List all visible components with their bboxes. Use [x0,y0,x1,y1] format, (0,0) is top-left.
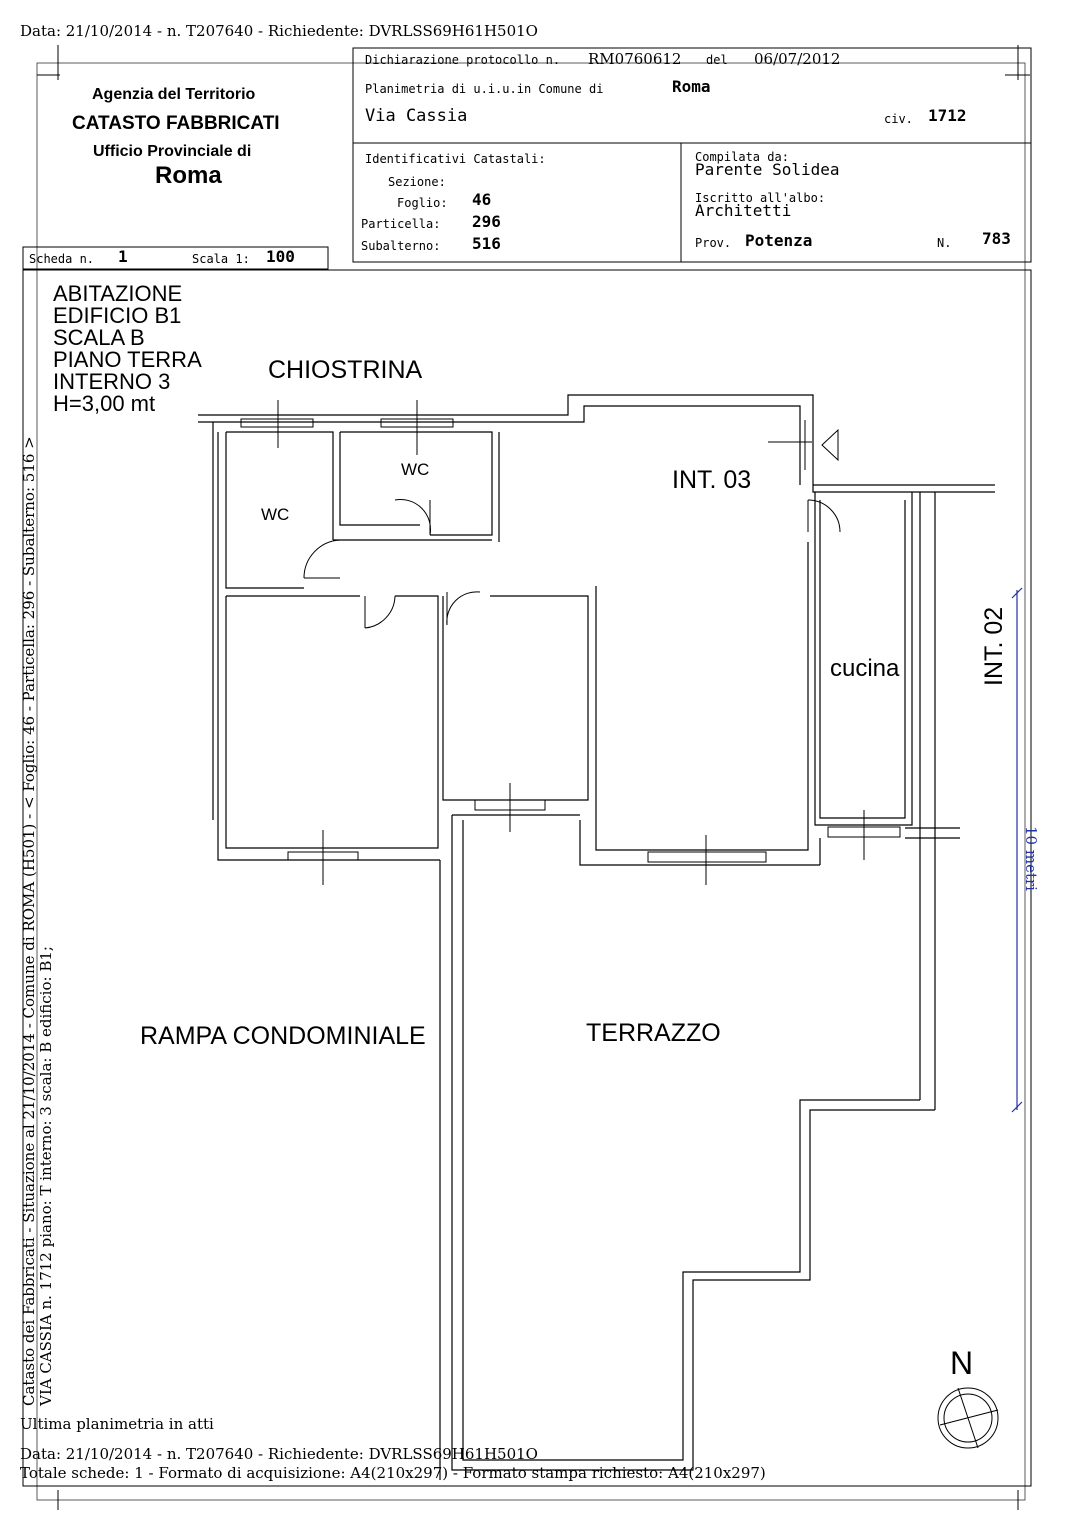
info-line: ABITAZIONE [53,281,183,306]
scale-bar-label: 10 metri [1022,826,1040,891]
info-line: EDIFICIO B1 [53,303,182,328]
albo-value: Architetti [695,201,792,220]
agency-name: Agenzia del Territorio [92,86,256,103]
scheda-value: 1 [118,247,128,266]
ufficio-city: Roma [155,162,222,189]
label-civ: civ. [884,112,913,126]
catasto-title: CATASTO FABBRICATI [72,113,280,134]
label-protocol: Dichiarazione protocollo n. [365,53,561,67]
label-subalterno: Subalterno: [361,239,441,253]
label-prov: Prov. [695,236,732,250]
label-sezione: Sezione: [388,175,446,189]
identificativi-title: Identificativi Catastali: [365,152,546,166]
label-planimetria: Planimetria di u.i.u.in Comune di [365,82,604,96]
address-value: Via Cassia [365,106,468,126]
info-line: H=3,00 mt [53,391,156,416]
compilata-name: Parente Solidea [695,160,840,179]
label-rampa: RAMPA CONDOMINIALE [140,1022,426,1050]
scala-value: 100 [266,247,295,266]
particella-value: 296 [472,212,501,231]
compass-icon [938,1388,998,1448]
comune-value: Roma [672,77,711,96]
label-terrazzo: TERRAZZO [586,1019,721,1047]
footer-totale-line: Totale schede: 1 - Formato di acquisizione: A4(210x297) - Formato stampa richiesto: A4(210x297) [20,1464,766,1482]
label-chiostrina: CHIOSTRINA [268,356,423,384]
label-foglio: Foglio: [397,196,448,210]
subalterno-value: 516 [472,234,501,253]
footer-ultima: Ultima planimetria in atti [20,1415,214,1433]
plan-info [53,283,202,415]
label-scheda: Scheda n. [29,252,95,266]
protocol-number: RM0760612 [588,50,682,68]
label-scala: Scala 1: [192,252,250,266]
civ-value: 1712 [928,106,967,125]
label-particella: Particella: [361,217,441,231]
label-cucina: cucina [830,655,900,682]
label-compilata: Compilata da: [695,150,789,164]
footer-data-line: Data: 21/10/2014 - n. T207640 - Richiedente: DVRLSS69H61H501O [20,1445,538,1463]
prov-value: Potenza [745,231,813,250]
label-int02: INT. 02 [980,606,1008,686]
foglio-value: 46 [472,190,492,209]
info-line: INTERNO 3 [53,369,171,394]
side-text-situazione: Catasto dei Fabbricati - Situazione al 21/10/2014 - Comune di ROMA (H501) - < Foglio: 46 - Particella: 296 - Subalterno: 516 > [20,436,38,1406]
info-line: SCALA B [53,325,145,350]
albo-number: 783 [982,229,1011,248]
header-request-line: Data: 21/10/2014 - n. T207640 - Richiedente: DVRLSS69H61H501O [20,22,538,40]
label-wc-right: WC [401,460,430,479]
north-label: N [950,1345,974,1381]
side-text-address: VIA CASSIA n. 1712 piano: T interno: 3 scala: B edificio: B1; [37,946,55,1406]
label-del: del [706,53,728,67]
label-int03: INT. 03 [672,466,752,494]
info-line: PIANO TERRA [53,347,202,372]
ufficio-label: Ufficio Provinciale di [93,143,252,160]
label-wc-left: WC [261,505,290,524]
label-iscritto: Iscritto all'albo: [695,191,826,205]
label-n: N. [937,236,952,250]
protocol-date: 06/07/2012 [754,50,841,68]
